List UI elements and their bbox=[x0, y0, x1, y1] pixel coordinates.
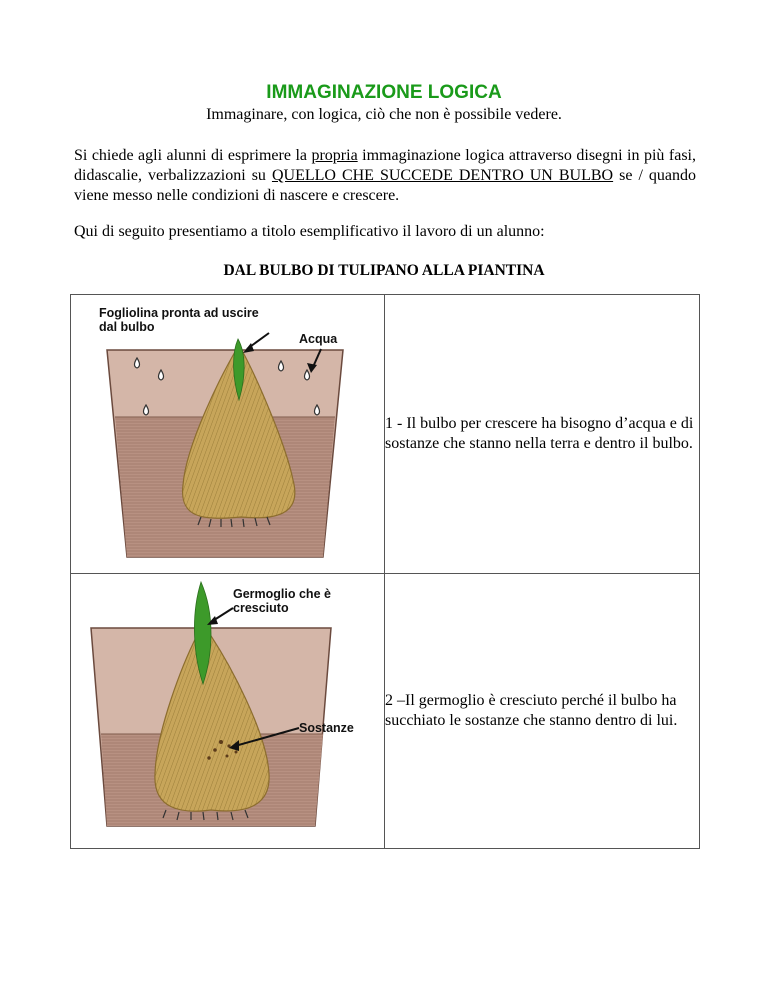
label-leaf: Fogliolina pronta ad uscire bbox=[99, 306, 259, 320]
intro-paragraph bbox=[74, 146, 696, 206]
label-water: Acqua bbox=[299, 332, 338, 346]
example-intro: Qui di seguito presentiamo a titolo esemplificativo il lavoro di un alunno: bbox=[74, 223, 545, 240]
intro-text-b: immaginazione logica attraverso disegni in più fasi, didascalie, verbalizzazioni su bbox=[74, 147, 697, 184]
label-substances: Sostanze bbox=[299, 721, 354, 735]
steps-table bbox=[70, 294, 700, 849]
step-1-caption: 1 - Il bulbo per crescere ha bisogno d’acqua e di sostanze che stanno nella terra e dentro il bulbo. bbox=[385, 295, 700, 574]
intro-text-a: Si chiede agli alunni di esprimere la bbox=[74, 147, 312, 164]
section-title: DAL BULBO DI TULIPANO ALLA PIANTINA bbox=[223, 262, 545, 279]
label-sprout-2: cresciuto bbox=[233, 601, 289, 615]
document-title: IMMAGINAZIONE LOGICA bbox=[266, 82, 502, 103]
step-2-caption: 2 –Il germoglio è cresciuto perché il bulbo ha succhiato le sostanze che stanno dentro di lui. bbox=[385, 574, 700, 849]
intro-text-c: se / quando viene messo nelle condizioni di nascere e crescere. bbox=[74, 167, 697, 204]
step-1-drawing bbox=[71, 295, 384, 573]
intro-underlined-bulbo: QUELLO CHE SUCCEDE DENTRO UN BULBO bbox=[271, 167, 614, 184]
step-2-drawing bbox=[71, 574, 384, 848]
step-row bbox=[71, 574, 700, 849]
document-subtitle: Immaginare, con logica, ciò che non è possibile vedere. bbox=[206, 106, 562, 123]
step-1-drawing-cell bbox=[71, 295, 385, 574]
label-sprout: Germoglio che è bbox=[233, 587, 331, 601]
step-row bbox=[71, 295, 700, 574]
label-leaf-2: dal bulbo bbox=[99, 320, 155, 334]
intro-underlined-propria: propria bbox=[311, 147, 358, 164]
step-2-drawing-cell bbox=[71, 574, 385, 849]
